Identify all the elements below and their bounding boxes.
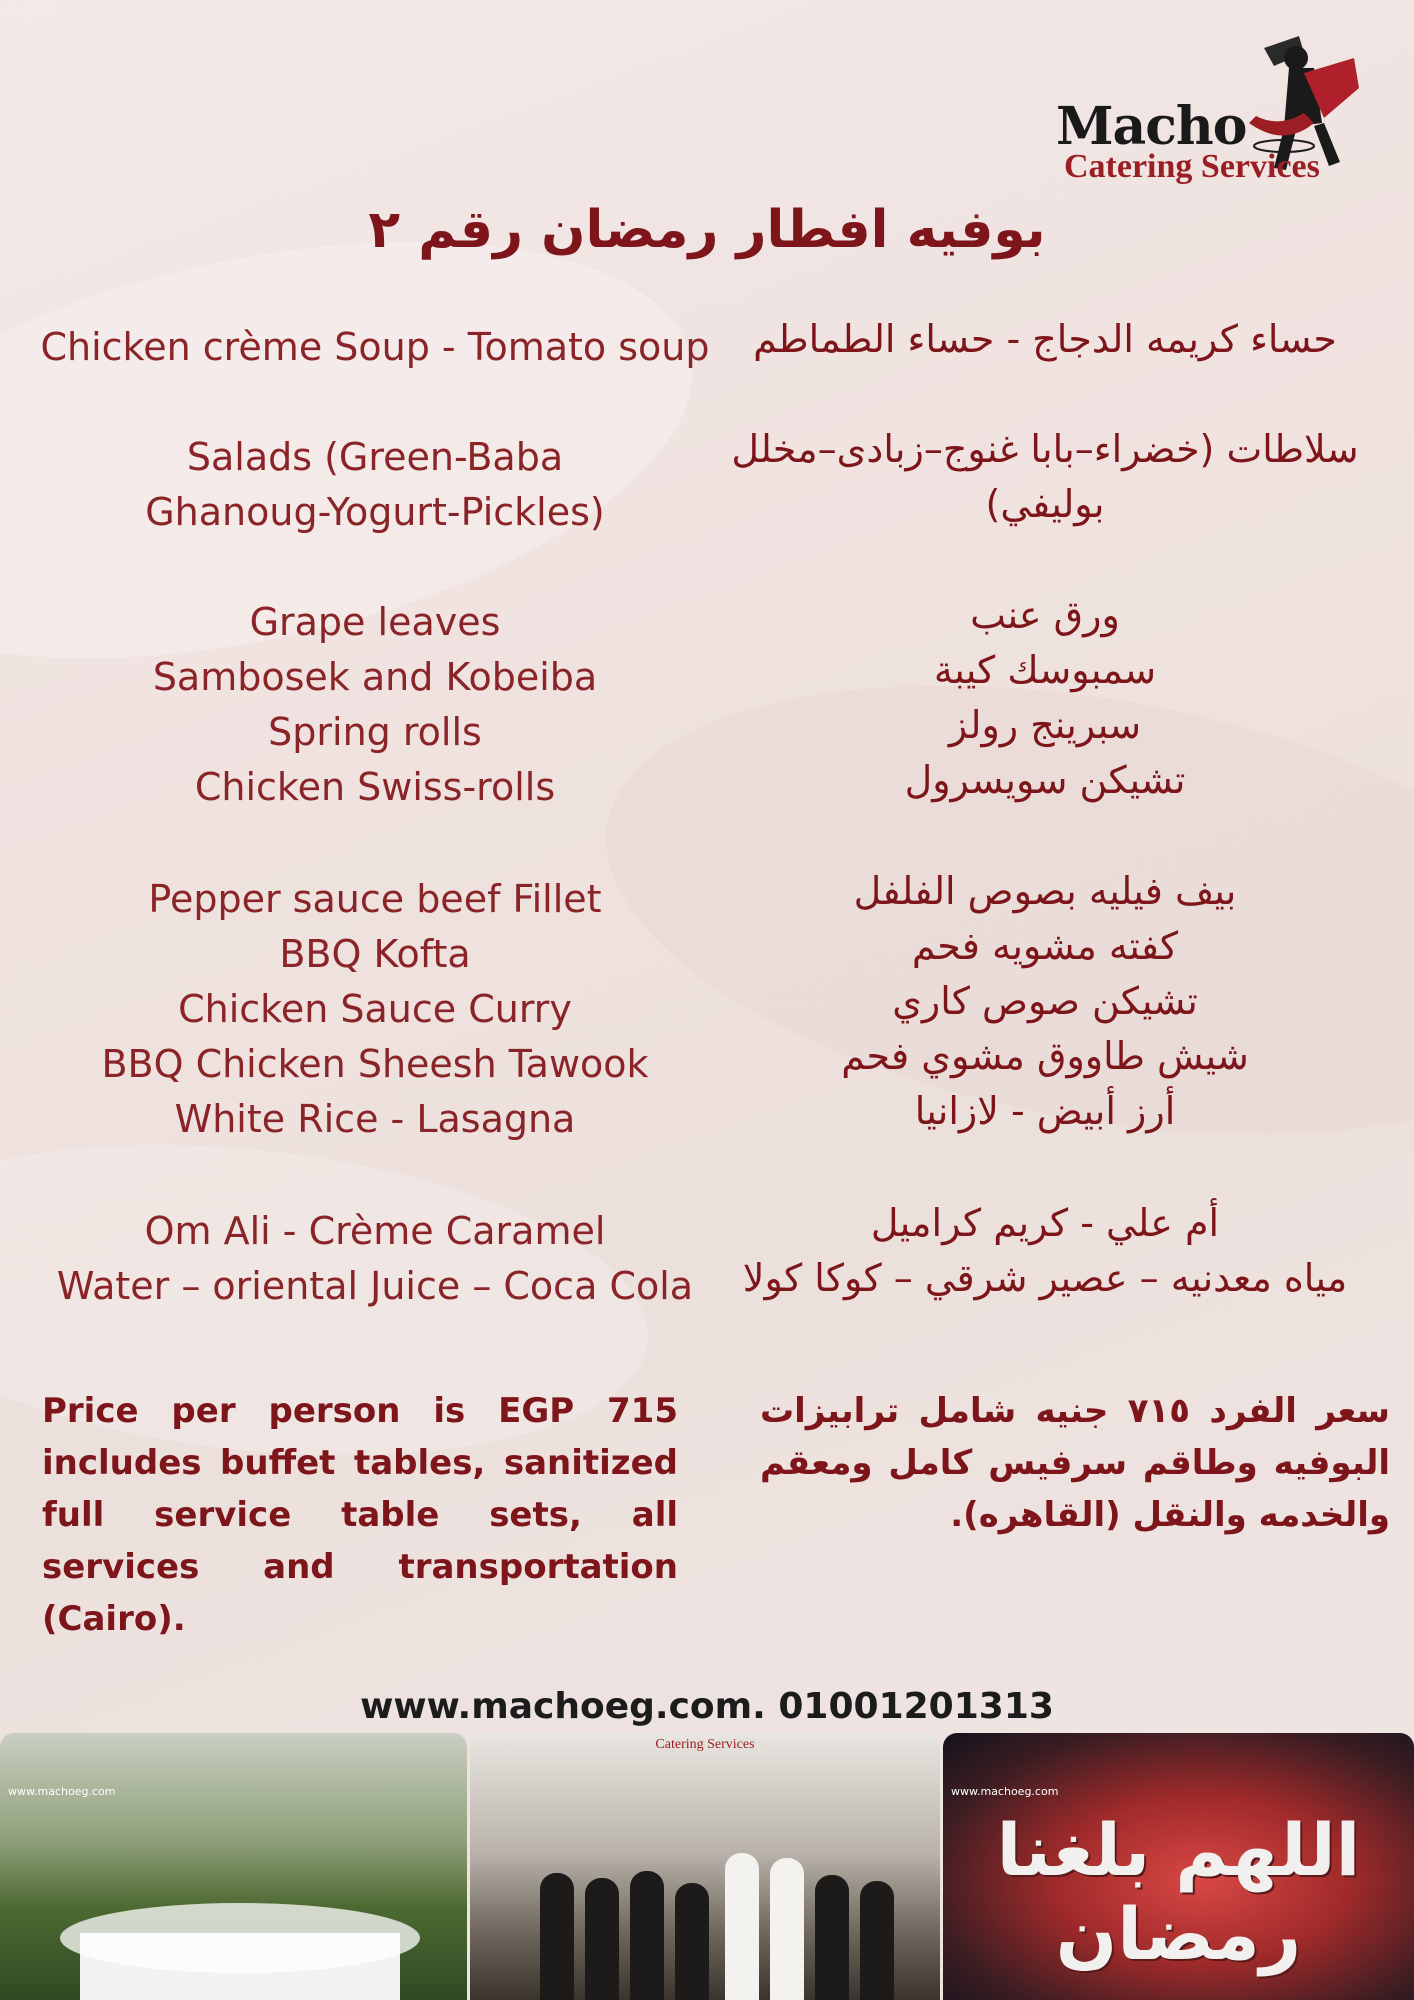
staff-member [675,1883,709,2000]
menu-item: أرز أبيض - لازانيا [914,1089,1176,1133]
menu-section-soups-ar [720,312,1370,367]
menu-item: Chicken Swiss-rolls [194,765,556,809]
logo-tagline: Catering Services [1064,148,1320,185]
buffet-table-top [60,1903,420,1973]
staff-member [585,1878,619,2000]
menu-section-appetizers [40,595,710,815]
photo-ramadan-carving [943,1733,1414,2000]
ramadan-greeting: اللهم بلغنا رمضان [996,1808,1361,1976]
price-description-ar: سعر الفرد ٧١٥ جنيه شامل ترابيزات البوفيه وطاقم سرفيس كامل ومعقم والخدمه والنقل (القاهره). [760,1391,1390,1535]
menu-item: أم علي - كريم كراميل [870,1201,1220,1245]
staff-member [725,1853,759,2000]
menu-item: Om Ali - Crème Caramel [144,1209,606,1253]
menu-item: Water – oriental Juice – Coca Cola [56,1264,694,1308]
contact-info[interactable]: www.machoeg.com. 01001201313 [360,1686,1054,1727]
menu-item: سلاطات (خضراء–بابا غنوج–زبادى–مخلل بوليفي) [731,427,1359,526]
menu-item: Pepper sauce beef Fillet [148,877,602,921]
menu-section-desserts [40,1204,710,1314]
menu-item: مياه معدنيه – عصير شرقي – كوكا كولا [742,1256,1348,1300]
menu-item: شيش طاووق مشوي فحم [841,1034,1249,1078]
menu-item: Spring rolls [268,710,482,754]
menu-item: تشيكن سويسرول [904,758,1186,802]
menu-item: White Rice - Lasagna [174,1097,576,1141]
menu-section-salads-ar [720,422,1370,532]
price-description-en: Price per person is EGP 715 includes buffet tables, sanitized full service table sets, all services and transportation (Cairo). [42,1391,678,1639]
menu-section-soups [40,320,710,375]
menu-item: ورق عنب [970,593,1120,637]
menu-item: Chicken Sauce Curry [178,987,572,1031]
menu-item: Grape leaves [249,600,501,644]
menu-item: حساء كريمه الدجاج - حساء الطماطم [753,317,1337,361]
menu-item: BBQ Kofta [279,932,471,976]
menu-section-desserts-ar [720,1196,1370,1306]
menu-item: سبرينج رولز [948,703,1142,747]
menu-section-mains-ar [720,864,1370,1139]
staff-member [815,1875,849,2000]
menu-item: سمبوسك كيبة [933,648,1157,692]
staff-member [540,1873,574,2000]
menu-section-mains [40,872,710,1147]
staff-member [770,1858,804,2000]
menu-item: BBQ Chicken Sheesh Tawook [101,1042,649,1086]
menu-section-salads [40,430,710,540]
menu-item: كفته مشويه فحم [911,924,1179,968]
photo-watermark: www.machoeg.com [951,1785,1059,1798]
photo-caption: Catering Services [655,1737,755,1752]
menu-item: Salads (Green-Baba Ghanoug-Yogurt-Pickles) [145,435,605,534]
menu-item: تشيكن صوص كاري [892,979,1198,1023]
menu-item: Chicken crème Soup - Tomato soup [40,325,710,369]
logo-name: Macho [1056,96,1247,157]
photo-catering-staff [470,1733,940,2000]
staff-member [630,1871,664,2000]
macho-logo [1034,28,1364,198]
photo-strip [0,1733,1414,2000]
photo-outdoor-buffet [0,1733,467,2000]
menu-item: Sambosek and Kobeiba [152,655,598,699]
menu-item: بيف فيليه بصوص الفلفل [853,869,1237,913]
staff-member [860,1881,894,2000]
photo-watermark: www.machoeg.com [8,1785,116,1798]
menu-section-appetizers-ar [720,588,1370,808]
page-title: بوفيه افطار رمضان رقم ٢ [368,200,1046,260]
staff-group [510,1823,910,2000]
